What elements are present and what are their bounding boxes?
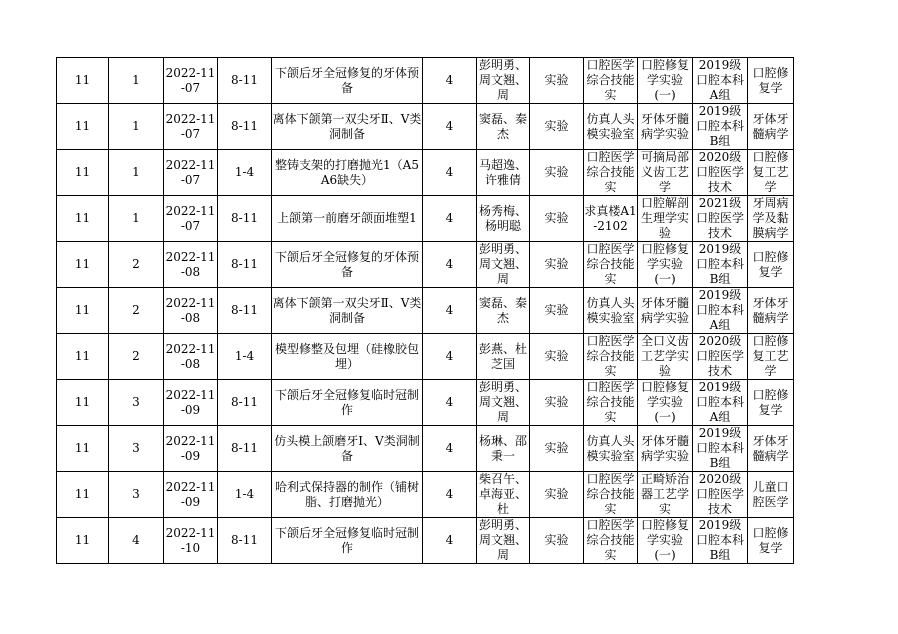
cell-teachers-text: 窦磊、秦杰 — [478, 295, 527, 325]
cell-department — [748, 288, 794, 334]
cell-teachers-text: 杨秀梅、杨明聪 — [478, 203, 527, 233]
cell-week-text: 11 — [74, 303, 91, 317]
table-row — [57, 150, 794, 196]
cell-course — [638, 196, 693, 242]
cell-teachers — [477, 242, 530, 288]
cell-week — [57, 104, 109, 150]
cell-week — [57, 426, 109, 472]
cell-department — [748, 334, 794, 380]
cell-weekday-text: 2 — [132, 303, 140, 317]
cell-course-text: 牙体牙髓病学实验 — [640, 111, 689, 141]
cell-class-group — [693, 58, 748, 104]
cell-course-text: 口腔修复学实验(一) — [640, 380, 689, 424]
cell-class-group — [693, 380, 748, 426]
cell-hours-text: 4 — [445, 487, 454, 501]
cell-weekday-text: 2 — [132, 349, 140, 363]
cell-class-group — [693, 518, 748, 564]
cell-date — [164, 58, 218, 104]
cell-date — [164, 518, 218, 564]
cell-type-text: 实验 — [544, 257, 569, 271]
cell-class-group — [693, 288, 748, 334]
cell-teachers — [477, 518, 530, 564]
cell-department-text: 牙体牙髓病学 — [752, 433, 789, 463]
cell-date — [164, 242, 218, 288]
cell-department — [748, 472, 794, 518]
cell-week — [57, 518, 109, 564]
cell-weekday-text: 1 — [132, 165, 140, 179]
cell-type — [530, 380, 584, 426]
table-row — [57, 334, 794, 380]
cell-date — [164, 288, 218, 334]
cell-content-text: 下颌后牙全冠修复的牙体预备 — [274, 249, 419, 279]
cell-date-text: 2022-11-07 — [165, 157, 216, 187]
cell-week — [57, 334, 109, 380]
cell-course — [638, 288, 693, 334]
cell-hours-text: 4 — [445, 257, 454, 271]
cell-hours-text: 4 — [445, 395, 454, 409]
cell-class-group-text: 2020级口腔医学技术 — [695, 334, 744, 378]
cell-type-text: 实验 — [544, 73, 569, 87]
cell-teachers-text: 彭燕、杜芝国 — [478, 341, 527, 371]
cell-periods-text: 8-11 — [231, 441, 258, 455]
cell-teachers — [477, 196, 530, 242]
cell-type-text: 实验 — [544, 119, 569, 133]
cell-teachers — [477, 104, 530, 150]
cell-teachers — [477, 380, 530, 426]
cell-class-group-text: 2019级口腔本科A组 — [695, 58, 744, 102]
cell-content — [272, 518, 423, 564]
cell-type — [530, 472, 584, 518]
cell-location — [584, 426, 638, 472]
cell-location-text: 求真楼A1-2102 — [584, 203, 637, 233]
schedule-table — [56, 57, 794, 564]
cell-department — [748, 58, 794, 104]
cell-location-text: 仿真人头模实验室 — [586, 111, 635, 141]
cell-class-group-text: 2019级口腔本科B组 — [695, 104, 744, 148]
cell-class-group-text: 2020级口腔医学技术 — [695, 150, 744, 194]
cell-weekday — [109, 472, 164, 518]
cell-department-text: 口腔修复学 — [752, 387, 789, 417]
table-row — [57, 426, 794, 472]
cell-periods-text: 8-11 — [231, 73, 258, 87]
cell-class-group — [693, 472, 748, 518]
cell-teachers-text: 彭明勇、周文翘、周 — [478, 58, 527, 102]
cell-class-group — [693, 150, 748, 196]
cell-type-text: 实验 — [544, 533, 569, 547]
cell-course-text: 正畸矫治器工艺学实 — [640, 472, 689, 516]
cell-teachers-text: 彭明勇、周文翘、周 — [478, 380, 527, 424]
cell-date — [164, 380, 218, 426]
cell-course — [638, 472, 693, 518]
cell-teachers — [477, 334, 530, 380]
cell-hours — [423, 472, 477, 518]
cell-periods-text: 8-11 — [231, 211, 258, 225]
cell-weekday — [109, 334, 164, 380]
cell-location-text: 仿真人头模实验室 — [586, 295, 635, 325]
cell-department — [748, 150, 794, 196]
cell-date-text: 2022-11-09 — [165, 479, 216, 509]
cell-hours — [423, 288, 477, 334]
cell-class-group-text: 2019级口腔本科B组 — [695, 242, 744, 286]
cell-type-text: 实验 — [544, 487, 569, 501]
cell-periods — [218, 58, 272, 104]
cell-weekday — [109, 380, 164, 426]
cell-course-text: 口腔修复学实验(一) — [640, 58, 689, 102]
cell-location-text: 口腔医学综合技能实 — [586, 380, 635, 424]
cell-date — [164, 426, 218, 472]
cell-content-text: 离体下颌第一双尖牙Ⅱ、Ⅴ类洞制备 — [272, 295, 422, 325]
cell-type-text: 实验 — [544, 211, 569, 225]
cell-weekday — [109, 242, 164, 288]
cell-class-group — [693, 196, 748, 242]
cell-course — [638, 242, 693, 288]
cell-type — [530, 196, 584, 242]
cell-location — [584, 104, 638, 150]
cell-hours — [423, 380, 477, 426]
cell-weekday-text: 3 — [132, 441, 140, 455]
cell-periods-text: 1-4 — [234, 165, 255, 179]
cell-type-text: 实验 — [544, 165, 569, 179]
cell-periods — [218, 380, 272, 426]
cell-week-text: 11 — [74, 165, 91, 179]
table-row — [57, 518, 794, 564]
cell-type — [530, 288, 584, 334]
cell-content-text: 整铸支架的打磨抛光1（A5 A6缺失） — [275, 157, 419, 187]
cell-type-text: 实验 — [544, 303, 569, 317]
cell-periods — [218, 334, 272, 380]
cell-week-text: 11 — [74, 211, 91, 225]
cell-location-text: 仿真人头模实验室 — [586, 433, 635, 463]
cell-date-text: 2022-11-09 — [165, 387, 216, 417]
cell-class-group — [693, 334, 748, 380]
cell-content-text: 哈利式保持器的制作（铺树脂、打磨抛光） — [274, 479, 419, 509]
cell-teachers — [477, 426, 530, 472]
cell-hours-text: 4 — [445, 119, 454, 133]
cell-week — [57, 380, 109, 426]
cell-periods-text: 8-11 — [231, 119, 258, 133]
cell-content — [272, 242, 423, 288]
cell-location — [584, 472, 638, 518]
cell-date-text: 2022-11-07 — [165, 203, 216, 233]
cell-periods-text: 8-11 — [231, 395, 258, 409]
cell-date — [164, 150, 218, 196]
cell-type — [530, 334, 584, 380]
cell-week — [57, 196, 109, 242]
cell-periods — [218, 242, 272, 288]
cell-type-text: 实验 — [544, 395, 569, 409]
cell-class-group-text: 2019级口腔本科B组 — [695, 518, 744, 562]
cell-department-text: 口腔修复学 — [752, 525, 789, 555]
cell-location-text: 口腔医学综合技能实 — [586, 150, 635, 194]
cell-location-text: 口腔医学综合技能实 — [586, 472, 635, 516]
cell-type — [530, 426, 584, 472]
cell-weekday — [109, 150, 164, 196]
cell-periods — [218, 472, 272, 518]
cell-teachers-text: 柴召午、卓海亚、杜 — [478, 472, 527, 516]
cell-week — [57, 58, 109, 104]
cell-date-text: 2022-11-10 — [165, 525, 216, 555]
cell-date-text: 2022-11-07 — [165, 65, 216, 95]
cell-type — [530, 242, 584, 288]
cell-hours — [423, 518, 477, 564]
cell-content — [272, 380, 423, 426]
cell-class-group-text: 2019级口腔本科B组 — [695, 426, 744, 470]
cell-content-text: 上颌第一前磨牙颌面堆塑1 — [277, 211, 417, 225]
cell-course — [638, 380, 693, 426]
cell-course — [638, 334, 693, 380]
cell-department — [748, 104, 794, 150]
cell-content — [272, 196, 423, 242]
cell-location — [584, 334, 638, 380]
table-row — [57, 288, 794, 334]
cell-week-text: 11 — [74, 533, 91, 547]
cell-class-group — [693, 104, 748, 150]
cell-hours — [423, 242, 477, 288]
table-row — [57, 196, 794, 242]
cell-week — [57, 150, 109, 196]
cell-teachers-text: 马超逸、许雅倩 — [478, 157, 527, 187]
cell-location — [584, 380, 638, 426]
cell-hours — [423, 334, 477, 380]
cell-weekday — [109, 104, 164, 150]
cell-course — [638, 518, 693, 564]
cell-department-text: 口腔修复工艺学 — [752, 150, 789, 194]
cell-class-group-text: 2019级口腔本科A组 — [695, 288, 744, 332]
cell-type — [530, 150, 584, 196]
cell-week — [57, 288, 109, 334]
cell-weekday-text: 3 — [132, 395, 140, 409]
cell-periods — [218, 196, 272, 242]
cell-weekday — [109, 426, 164, 472]
cell-content-text: 离体下颌第一双尖牙Ⅱ、Ⅴ类洞制备 — [272, 111, 422, 141]
cell-department — [748, 426, 794, 472]
cell-date — [164, 104, 218, 150]
cell-week — [57, 242, 109, 288]
cell-periods-text: 1-4 — [234, 487, 255, 501]
cell-content-text: 仿头模上颌磨牙Ⅰ、Ⅴ类洞制备 — [274, 433, 420, 463]
cell-date-text: 2022-11-09 — [165, 433, 216, 463]
cell-department-text: 口腔修复学 — [752, 65, 789, 95]
cell-course — [638, 58, 693, 104]
cell-week-text: 11 — [74, 257, 91, 271]
cell-course-text: 全口义齿工艺学实验 — [640, 334, 689, 378]
cell-department-text: 牙体牙髓病学 — [752, 111, 789, 141]
cell-periods — [218, 104, 272, 150]
cell-week-text: 11 — [74, 349, 91, 363]
cell-type — [530, 104, 584, 150]
cell-content-text: 模型修整及包埋（硅橡胶包埋） — [274, 341, 419, 371]
cell-course-text: 口腔修复学实验(一) — [640, 518, 689, 562]
cell-periods-text: 1-4 — [234, 349, 255, 363]
cell-content — [272, 58, 423, 104]
cell-date-text: 2022-11-08 — [165, 295, 216, 325]
cell-department-text: 牙体牙髓病学 — [752, 295, 789, 325]
cell-location — [584, 288, 638, 334]
cell-week-text: 11 — [74, 119, 91, 133]
cell-date-text: 2022-11-08 — [165, 249, 216, 279]
cell-department — [748, 518, 794, 564]
cell-periods — [218, 288, 272, 334]
cell-hours-text: 4 — [445, 211, 454, 225]
cell-periods-text: 8-11 — [231, 257, 258, 271]
cell-class-group — [693, 242, 748, 288]
cell-course — [638, 426, 693, 472]
cell-periods — [218, 518, 272, 564]
cell-class-group-text: 2021级口腔医学技术 — [695, 196, 744, 240]
table-row — [57, 380, 794, 426]
cell-hours-text: 4 — [445, 165, 454, 179]
cell-department-text: 口腔修复工艺学 — [752, 334, 789, 378]
cell-week-text: 11 — [74, 487, 91, 501]
cell-content — [272, 472, 423, 518]
cell-weekday — [109, 288, 164, 334]
cell-content — [272, 150, 423, 196]
cell-teachers — [477, 288, 530, 334]
cell-course-text: 牙体牙髓病学实验 — [640, 295, 689, 325]
cell-weekday — [109, 196, 164, 242]
cell-content — [272, 334, 423, 380]
cell-date-text: 2022-11-07 — [165, 111, 216, 141]
cell-department-text: 儿童口腔医学 — [752, 479, 789, 509]
cell-date — [164, 334, 218, 380]
cell-teachers-text: 彭明勇、周文翘、周 — [478, 518, 527, 562]
cell-weekday-text: 3 — [132, 487, 140, 501]
cell-content-text: 下颌后牙全冠修复临时冠制作 — [274, 387, 419, 417]
table-row — [57, 58, 794, 104]
cell-location-text: 口腔医学综合技能实 — [586, 518, 635, 562]
cell-periods-text: 8-11 — [231, 533, 258, 547]
schedule-table-body — [57, 58, 794, 564]
cell-class-group-text: 2019级口腔本科A组 — [695, 380, 744, 424]
cell-type — [530, 58, 584, 104]
cell-location — [584, 518, 638, 564]
cell-content-text: 下颌后牙全冠修复临时冠制作 — [274, 525, 419, 555]
cell-location — [584, 150, 638, 196]
cell-hours — [423, 104, 477, 150]
cell-content — [272, 426, 423, 472]
cell-type-text: 实验 — [544, 349, 569, 363]
cell-hours-text: 4 — [445, 533, 454, 547]
cell-course-text: 可摘局部义齿工艺学 — [640, 150, 689, 194]
cell-department-text: 牙周病学及黏膜病学 — [752, 196, 789, 240]
cell-course-text: 牙体牙髓病学实验 — [640, 433, 689, 463]
cell-weekday — [109, 58, 164, 104]
cell-weekday-text: 2 — [132, 257, 140, 271]
cell-hours — [423, 58, 477, 104]
cell-course — [638, 104, 693, 150]
cell-hours-text: 4 — [445, 303, 454, 317]
cell-hours-text: 4 — [445, 73, 454, 87]
cell-teachers-text: 杨琳、邵秉一 — [478, 433, 527, 463]
table-row — [57, 104, 794, 150]
cell-date — [164, 472, 218, 518]
cell-week-text: 11 — [74, 395, 91, 409]
cell-hours-text: 4 — [445, 441, 454, 455]
cell-teachers — [477, 58, 530, 104]
cell-course-text: 口腔修复学实验(一) — [640, 242, 689, 286]
cell-type — [530, 518, 584, 564]
cell-location — [584, 196, 638, 242]
cell-course-text: 口腔解剖生理学实验 — [640, 196, 689, 240]
cell-location-text: 口腔医学综合技能实 — [586, 242, 635, 286]
cell-course — [638, 150, 693, 196]
cell-class-group-text: 2020级口腔医学技术 — [695, 472, 744, 516]
table-row — [57, 242, 794, 288]
cell-class-group — [693, 426, 748, 472]
cell-content — [272, 104, 423, 150]
cell-department — [748, 196, 794, 242]
cell-week-text: 11 — [74, 441, 91, 455]
cell-teachers — [477, 472, 530, 518]
cell-hours — [423, 196, 477, 242]
cell-week — [57, 472, 109, 518]
cell-weekday-text: 4 — [132, 533, 140, 547]
cell-department — [748, 242, 794, 288]
cell-content — [272, 288, 423, 334]
cell-week-text: 11 — [74, 73, 91, 87]
cell-weekday — [109, 518, 164, 564]
cell-periods — [218, 426, 272, 472]
cell-weekday-text: 1 — [132, 73, 140, 87]
cell-weekday-text: 1 — [132, 119, 140, 133]
cell-location — [584, 242, 638, 288]
cell-teachers — [477, 150, 530, 196]
cell-department — [748, 380, 794, 426]
cell-hours — [423, 426, 477, 472]
cell-periods — [218, 150, 272, 196]
cell-content-text: 下颌后牙全冠修复的牙体预备 — [274, 65, 419, 95]
cell-periods-text: 8-11 — [231, 303, 258, 317]
table-row — [57, 472, 794, 518]
cell-teachers-text: 彭明勇、周文翘、周 — [478, 242, 527, 286]
cell-date — [164, 196, 218, 242]
cell-date-text: 2022-11-08 — [165, 341, 216, 371]
cell-teachers-text: 窦磊、秦杰 — [478, 111, 527, 141]
cell-location-text: 口腔医学综合技能实 — [586, 334, 635, 378]
cell-weekday-text: 1 — [132, 211, 140, 225]
cell-hours-text: 4 — [445, 349, 454, 363]
cell-hours — [423, 150, 477, 196]
cell-department-text: 口腔修复学 — [752, 249, 789, 279]
cell-type-text: 实验 — [544, 441, 569, 455]
cell-location-text: 口腔医学综合技能实 — [586, 58, 635, 102]
cell-location — [584, 58, 638, 104]
